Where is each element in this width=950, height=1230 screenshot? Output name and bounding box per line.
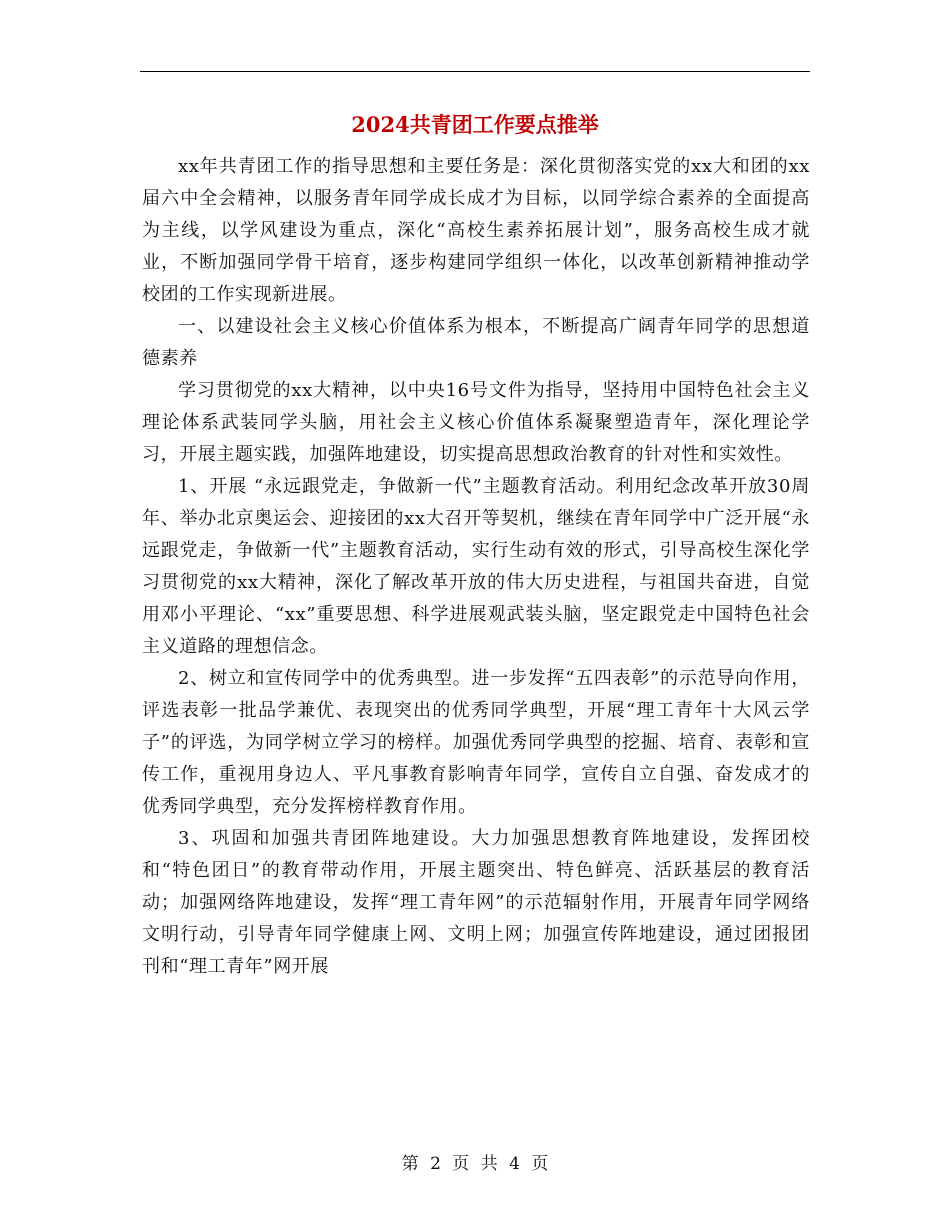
paragraph-item-2: 2、树立和宣传同学中的优秀典型。进一步发挥“五四表彰”的示范导向作用，评选表彰一批品学兼优、表现突出的优秀同学典型，开展“理工青年十大风云学子”的评选，为同学树立学习的榜样。加强优秀同学典型的挖掘、培育、表彰和宣传工作，重视用身边人、平凡事教育影响青年同学，宣传自立自强、奋发成才的优秀同学典型，充分发挥榜样教育作用。 xyxy=(142,668,810,817)
section-heading-1: 一、以建设社会主义核心价值体系为根本，不断提高广阔青年同学的思想道德素养 xyxy=(142,316,810,369)
document-body xyxy=(142,151,810,983)
document-title: 2024共青团工作要点推举 xyxy=(351,112,599,137)
paragraph-item-3: 3、巩固和加强共青团阵地建设。大力加强思想教育阵地建设，发挥团校和“特色团日”的教育带动作用，开展主题突出、特色鲜亮、活跃基层的教育活动；加强网络阵地建设，发挥“理工青年网”的示范辐射作用，开展青年同学网络文明行动，引导青年同学健康上网、文明上网；加强宣传阵地建设，通过团报团刊和“理工青年”网开展 xyxy=(142,828,810,977)
paragraph-section-1: 学习贯彻党的xx大精神，以中央16号文件为指导，坚持用中国特色社会主义理论体系武装同学头脑，用社会主义核心价值体系凝聚塑造青年，深化理论学习，开展主题实践，加强阵地建设，切实提高思想政治教育的针对性和实效性。 xyxy=(142,380,810,465)
paragraph-intro: xx年共青团工作的指导思想和主要任务是：深化贯彻落实党的xx大和团的xx届六中全会精神，以服务青年同学成长成才为目标，以同学综合素养的全面提高为主线，以学风建设为重点，深化“高校生素养拓展计划”，服务高校生成才就业，不断加强同学骨干培育，逐步构建同学组织一体化，以改革创新精神推动学校团的工作实现新进展。 xyxy=(142,156,810,305)
paragraph-item-1: 1、开展 “永远跟党走，争做新一代”主题教育活动。利用纪念改革开放30周年、举办北京奥运会、迎接团的xx大召开等契机，继续在青年同学中广泛开展“永远跟党走，争做新一代”主题教育活动，实行生动有效的形式，引导高校生深化学习贯彻党的xx大精神，深化了解改革开放的伟大历史进程，与祖国共奋进，自觉用邓小平理论、“xx”重要思想、科学进展观武装头脑，坚定跟党走中国特色社会主义道路的理想信念。 xyxy=(142,476,810,657)
page-number: 第 2 页 共 4 页 xyxy=(401,1154,549,1174)
header-rule xyxy=(140,71,810,72)
